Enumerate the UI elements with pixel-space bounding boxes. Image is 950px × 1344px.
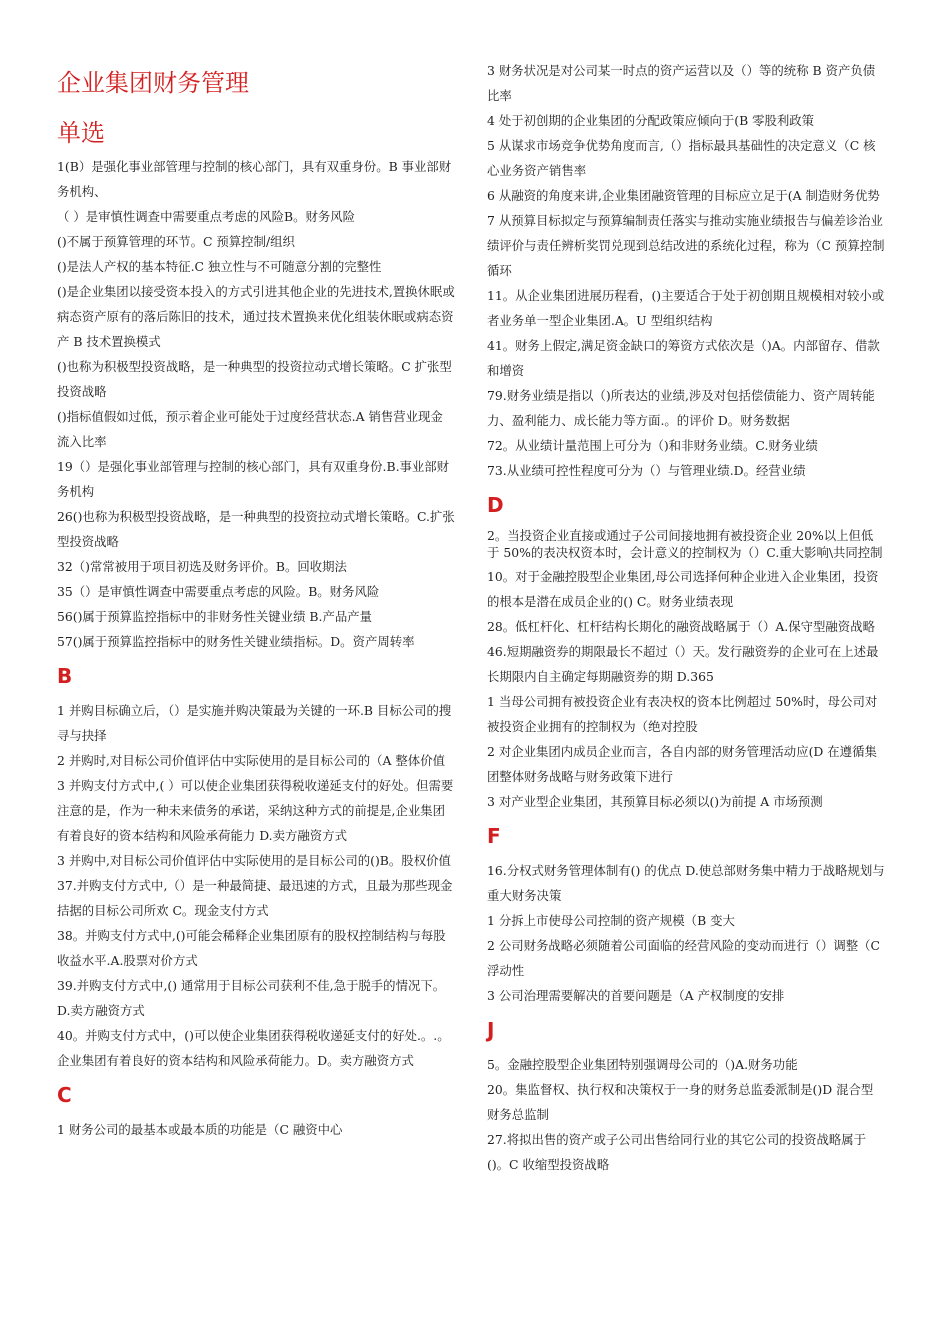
list-item: 16.分权式财务管理体制有() 的优点 D.使总部财务集中精力于战略规划与重大财务决策: [487, 863, 885, 903]
list-item: 19（）是强化事业部管理与控制的核心部门，具有双重身份.B.事业部财务机构: [57, 459, 450, 499]
list-item: 5。金融控股型企业集团特别强调母公司的（)A.财务功能: [487, 1057, 798, 1072]
list-item: 3 对产业型企业集团，其预算目标必须以()为前提 A 市场预测: [487, 794, 823, 809]
section-heading-j: J: [487, 1018, 495, 1042]
section-heading-b: B: [57, 664, 73, 688]
list-item: 7 从预算目标拟定与预算编制责任落实与推动实施业绩报告与偏差诊治业绩评价与责任辨析奖罚兑现到总结改进的系统化过程，称为（C 预算控制循环: [487, 213, 885, 278]
list-item: 79.财务业绩是指以（)所表达的业绩,涉及对包括偿债能力、资产周转能力、盈利能力、成长能力等方面.。的评价 D。财务数据: [487, 388, 875, 428]
list-item: 2。当投资企业直接或通过子公司间接地拥有被投资企业 20%以上但低于 50%的表决权资本时，会计意义的控制权为（）C.重大影响\共同控制: [487, 528, 883, 560]
list-item: 40。并购支付方式中，()可以使企业集团获得税收递延支付的好处.。.。企业集团有着良好的资本结构和风险承荷能力。D。卖方融资方式: [57, 1028, 450, 1068]
section-f-list: [487, 858, 885, 1008]
section-heading-single-choice: 单选: [57, 119, 105, 147]
list-item: 1(B）是强化事业部管理与控制的核心部门，具有双重身份。B 事业部财务机构、: [57, 159, 452, 199]
section-heading-c: C: [57, 1083, 72, 1107]
list-item: 41。财务上假定,满足资金缺口的筹资方式依次是（)A。内部留存、借款和增资: [487, 338, 880, 378]
section-heading-f: F: [487, 824, 501, 848]
document-title: 企业集团财务管理: [57, 69, 249, 97]
list-item: 6 从融资的角度来讲,企业集团融资管理的目标应立足于(A 制造财务优势: [487, 188, 880, 203]
section-b-list: [57, 698, 455, 1073]
list-item: 2 公司财务战略必须随着公司面临的经营风险的变动而进行（）调整（C 浮动性: [487, 938, 881, 978]
list-item: 3 并购支付方式中,( ）可以使企业集团获得税收递延支付的好处。但需要注意的是，作为一种未来债务的承诺，采纳这种方式的前提是,企业集团有着良好的资本结构和风险承荷能力 D.卖方融资方式: [57, 778, 454, 843]
list-item: 28。低杠杆化、杠杆结构长期化的融资战略属于（）A.保守型融资战略: [487, 619, 875, 634]
list-item: 56()属于预算监控指标中的非财务性关键业绩 B.产品产量: [57, 609, 373, 624]
list-item: ()也称为积极型投资战略，是一种典型的投资拉动式增长策略。C 扩张型投资战略: [57, 359, 452, 399]
list-item: 57()属于预算监控指标中的财务性关键业绩指标。D。资产周转率: [57, 634, 415, 649]
list-item: 37.并购支付方式中,（）是一种最简捷、最迅速的方式，且最为那些现金拮据的目标公司所欢 C。现金支付方式: [57, 878, 453, 918]
list-item: 2 并购时,对目标公司价值评估中实际使用的是目标公司的（A 整体价值: [57, 753, 445, 768]
list-item: 1 当母公司拥有被投资企业有表决权的资本比例超过 50%时，母公司对被投资企业拥有的控制权为（绝对控股: [487, 694, 878, 734]
list-item: 27.将拟出售的资产或子公司出售给同行业的其它公司的投资战略属于()。C 收缩型投资战略: [487, 1132, 867, 1172]
list-item: 2 对企业集团内成员企业而言，各自内部的财务管理活动应(D 在遵循集团整体财务战略与财务政策下进行: [487, 744, 877, 784]
list-item: ()不属于预算管理的环节。C 预算控制/组织: [57, 234, 295, 249]
list-item: ()指标值假如过低，预示着企业可能处于过度经营状态.A 销售营业现金流入比率: [57, 409, 443, 449]
list-item: 26()也称为积极型投资战略，是一种典型的投资拉动式增长策略。C.扩张型投资战略: [57, 509, 455, 549]
section-d-list: [487, 527, 885, 814]
list-item: 3 公司治理需要解决的首要问题是（A 产权制度的安排: [487, 988, 785, 1003]
list-item: 1 并购目标确立后，（）是实施并购决策最为关键的一环.B 目标公司的搜寻与抉择: [57, 703, 452, 743]
list-item: ()是企业集团以接受资本投入的方式引进其他企业的先进技术,置换休眠或病态资产原有的落后陈旧的技术，通过技术置换来优化组装休眠或病态资产 B 技术置换模式: [57, 284, 455, 349]
list-item: 20。集监督权、执行权和决策权于一身的财务总监委派制是()D 混合型财务总监制: [487, 1082, 874, 1122]
single-choice-list: [57, 154, 455, 654]
list-item: 11。从企业集团进展历程看，()主要适合于处于初创期且规模相对较小或者业务单一型企业集团.A。U 型组织结构: [487, 288, 885, 328]
section-c-list-continued: [487, 58, 885, 483]
list-item: （ ）是审慎性调查中需要重点考虑的风险B。财务风险: [57, 209, 356, 224]
list-item: 4 处于初创期的企业集团的分配政策应倾向于(B 零股利政策: [487, 113, 815, 128]
section-heading-d: D: [487, 493, 504, 517]
list-item: 72。从业绩计量范围上可分为（)和非财务业绩。C.财务业绩: [487, 438, 818, 453]
list-item: 1 分拆上市使母公司控制的资产规模（B 变大: [487, 913, 735, 928]
list-item: 32（)常常被用于项目初选及财务评价。B。回收期法: [57, 559, 347, 574]
section-c-list-start: [57, 1117, 455, 1142]
list-item: ()是法人产权的基本特征.C 独立性与不可随意分割的完整性: [57, 259, 382, 274]
list-item: 1 财务公司的最基本或最本质的功能是（C 融资中心: [57, 1122, 343, 1137]
list-item: 73.从业绩可控性程度可分为（）与管理业绩.D。经营业绩: [487, 463, 806, 478]
list-item: 5 从谋求市场竞争优势角度而言,（）指标最具基础性的决定意义（C 核心业务资产销售率: [487, 138, 876, 178]
list-item: 3 并购中,对目标公司价值评估中实际使用的是目标公司的()B。股权价值: [57, 853, 451, 868]
list-item: 39.并购支付方式中,() 通常用于目标公司获利不佳,急于脱手的情况下。D.卖方融资方式: [57, 978, 446, 1018]
list-item: 38。并购支付方式中,()可能会稀释企业集团原有的股权控制结构与每股收益水平.A.股票对价方式: [57, 928, 446, 968]
list-item: 35（）是审慎性调查中需要重点考虑的风险。B。财务风险: [57, 584, 380, 599]
right-column: [487, 0, 885, 1177]
list-item: 46.短期融资券的期限最长不超过（）天。发行融资券的企业可在上述最长期限内自主确定每期融资券的期 D.365: [487, 644, 879, 684]
list-item: 3 财务状况是对公司某一时点的资产运营以及（）等的统称 B 资产负债比率: [487, 63, 876, 103]
list-item: 10。对于金融控股型企业集团,母公司选择何种企业进入企业集团，投资的根本是潜在成员企业的() C。财务业绩表现: [487, 569, 879, 609]
left-column: [57, 0, 455, 1142]
section-j-list: [487, 1052, 885, 1177]
